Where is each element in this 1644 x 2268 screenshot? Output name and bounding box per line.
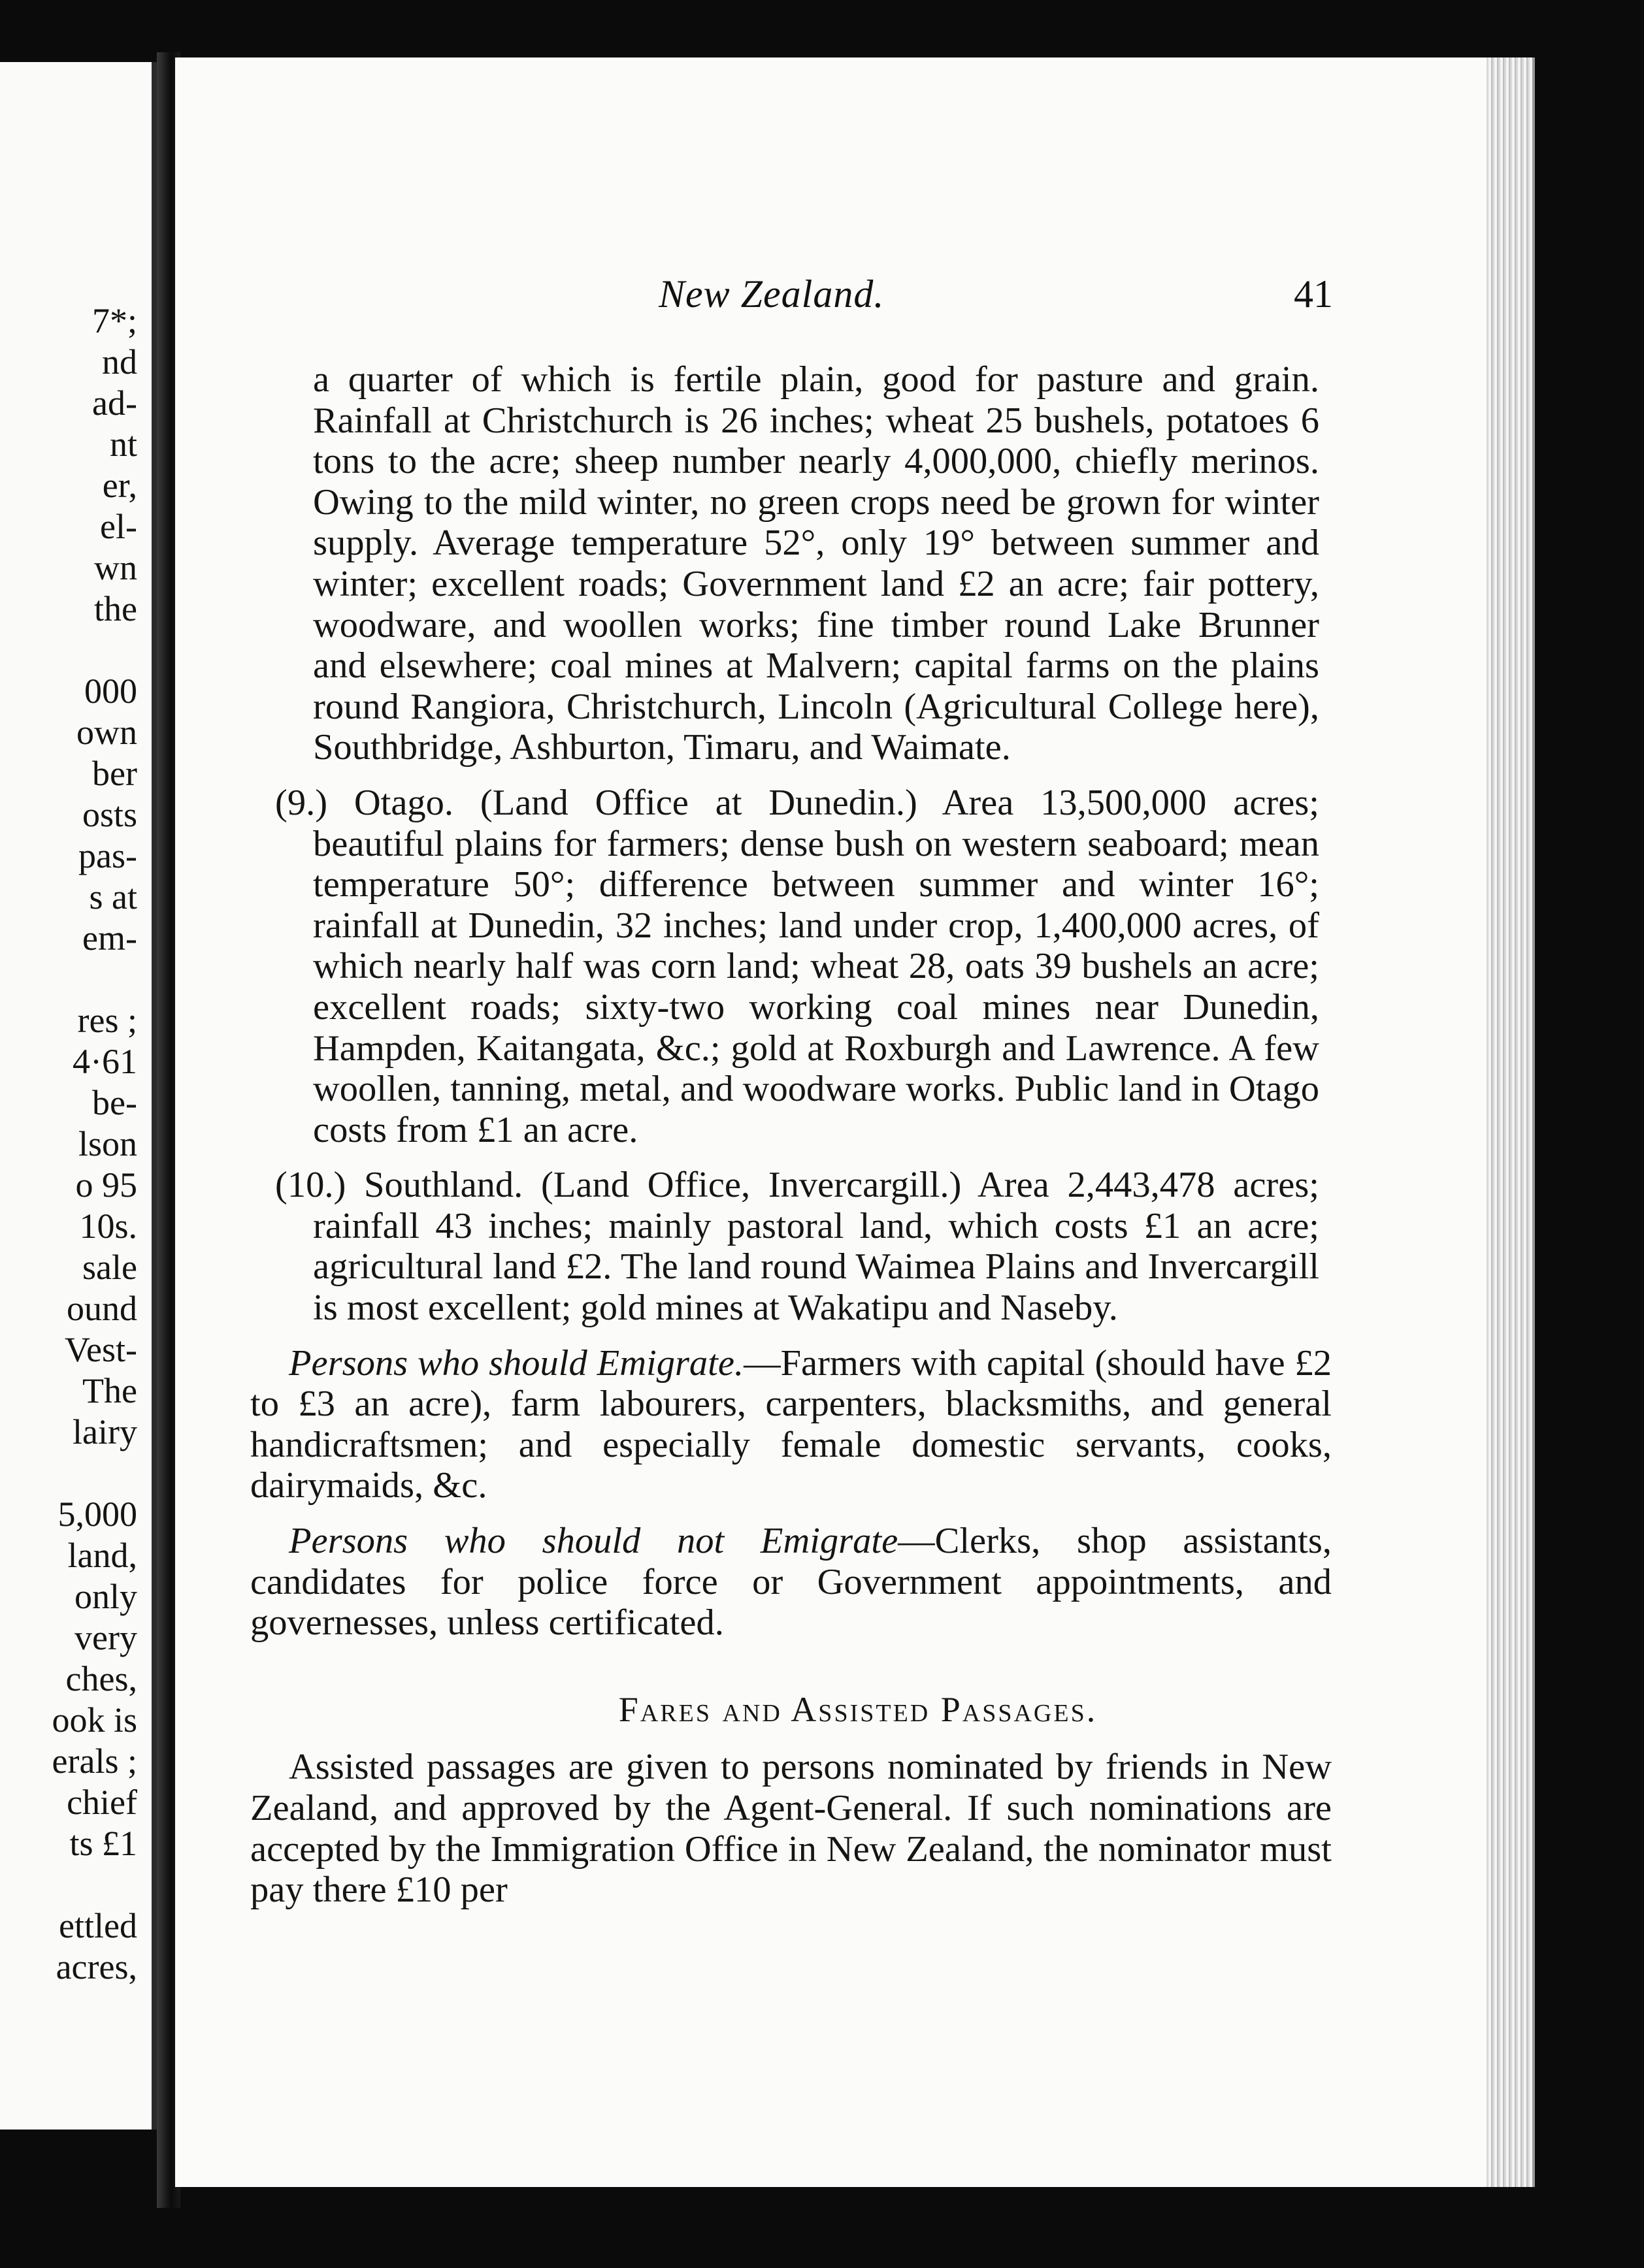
facing-page-fragment: 10s. — [79, 1207, 137, 1246]
facing-page-fragment: acres, — [56, 1947, 137, 1986]
should-emigrate-label: Persons who should Emigrate. — [289, 1342, 744, 1384]
facing-page-fragment: erals ; — [52, 1742, 137, 1781]
facing-page — [0, 62, 157, 2130]
facing-page-fragment: ad- — [92, 383, 137, 423]
body-text — [175, 359, 1502, 1911]
facing-page-fragment: nt — [109, 425, 137, 464]
facing-page-fragment: chief — [67, 1783, 137, 1822]
facing-page-fragment: er, — [102, 466, 137, 505]
facing-page-fragment: wn — [94, 548, 137, 587]
should-not-emigrate-label: Persons who should not Emigrate — [289, 1521, 898, 1562]
facing-page-fragment: Vest- — [65, 1330, 137, 1369]
facing-page-fragment: The — [82, 1371, 137, 1410]
facing-page-fragment: ches, — [65, 1659, 137, 1698]
facing-page-fragment: 4·61 — [73, 1042, 137, 1081]
facing-page-fragment: s at — [89, 877, 137, 916]
facing-page-fragment: ettled — [59, 1906, 137, 1945]
facing-page-fragment: lson — [78, 1124, 137, 1163]
southland-paragraph: (10.) Southland. (Land Office, Invercargill.) Area 2,443,478 acres; rainfall 43 inches; mainly pastoral land, which costs £1 an acre; agricultural land £2. The land round Waimea Plains and Invercargill is most excellent; gold mines at Wakatipu and Naseby. — [275, 1165, 1319, 1329]
facing-page-fragment: 000 — [84, 672, 137, 711]
facing-page-fragment: the — [94, 589, 137, 628]
facing-page-fragment: land, — [67, 1536, 137, 1575]
facing-page-fragment: lairy — [73, 1412, 137, 1451]
facing-page-fragment: own — [76, 713, 137, 752]
book-page — [175, 57, 1502, 2187]
section-heading: Fares and Assisted Passages. — [618, 1689, 1098, 1729]
facing-page-fragment: sale — [82, 1248, 137, 1287]
page-number: 41 — [1294, 272, 1333, 316]
should-not-emigrate-paragraph — [250, 1521, 1332, 1644]
page-edges — [1487, 57, 1535, 2187]
facing-page-fragment: res ; — [77, 1001, 137, 1040]
facing-page-fragment: ound — [67, 1289, 137, 1328]
facing-page-fragment: ook is — [52, 1700, 137, 1740]
should-emigrate-paragraph — [250, 1343, 1332, 1506]
page-header — [175, 272, 1502, 324]
assisted-passages-paragraph: Assisted passages are given to persons nominated by friends in New Zealand, and approved by the Agent-General. If such nominations are accepted by the Immigration Office in New Zealand, the nominator must pay there £10 per — [250, 1747, 1332, 1911]
should-not-emigrate-text: —Clerks, shop assistants, candidates for police force or Government appointments, and governesses, unless certificated. — [250, 1521, 1332, 1644]
facing-page-fragment: very — [74, 1618, 137, 1657]
facing-page-fragment: nd — [102, 342, 137, 381]
facing-page-fragment: 5,000 — [58, 1495, 137, 1534]
facing-page-fragment: o 95 — [75, 1165, 137, 1205]
facing-page-fragment: be- — [92, 1083, 137, 1122]
facing-page-fragment: pas- — [78, 836, 137, 875]
facing-page-fragment: 7*; — [91, 301, 137, 340]
facing-page-fragment: ber — [92, 754, 137, 793]
otago-paragraph: (9.) Otago. (Land Office at Dunedin.) Area 13,500,000 acres; beautiful plains for farmers; dense bush on western seaboard; mean temperature 50°; difference between summer and winter 16°; rainfall at Dunedin, 32 inches; land under crop, 1,400,000 acres, of which nearly half was corn land; wheat 28, oats 39 bushels an acre; excellent roads; sixty-two working coal mines near Dunedin, Hampden, Kaitangata, &c.; gold at Roxburgh and Lawrence. A few woollen, tanning, metal, and woodware works. Public land in Otago costs from £1 an acre. — [275, 782, 1319, 1150]
facing-page-fragment: em- — [82, 918, 137, 958]
running-title: New Zealand. — [659, 272, 885, 316]
facing-page-fragment: el- — [100, 507, 137, 546]
facing-page-fragment: ts £1 — [69, 1824, 137, 1863]
facing-page-fragment: osts — [82, 795, 137, 834]
facing-page-fragment: only — [74, 1577, 137, 1616]
canterbury-paragraph: a quarter of which is fertile plain, good for pasture and grain. Rainfall at Christchurch is 26 inches; wheat 25 bushels, potatoes 6 tons to the acre; sheep number nearly 4,000,000, chiefly merinos. Owing to the mild winter, no green crops need be grown for winter supply. Average temperature 52°, only 19° between summer and winter; excellent roads; Government land £2 an acre; fair pottery, woodware, and woollen works; fine timber round Lake Brunner and elsewhere; coal mines at Malvern; capital farms on the plains round Rangiora, Christchurch, Lincoln (Agricultural College here), Southbridge, Ashburton, Timaru, and Waimate. — [313, 359, 1319, 768]
should-emigrate-text: —Farmers with capital (should have £2 to £3 an acre), farm labourers, carpenters, blacksmiths, and general handicraftsmen; and especially female domestic servants, cooks, dairymaids, &c. — [250, 1342, 1332, 1506]
